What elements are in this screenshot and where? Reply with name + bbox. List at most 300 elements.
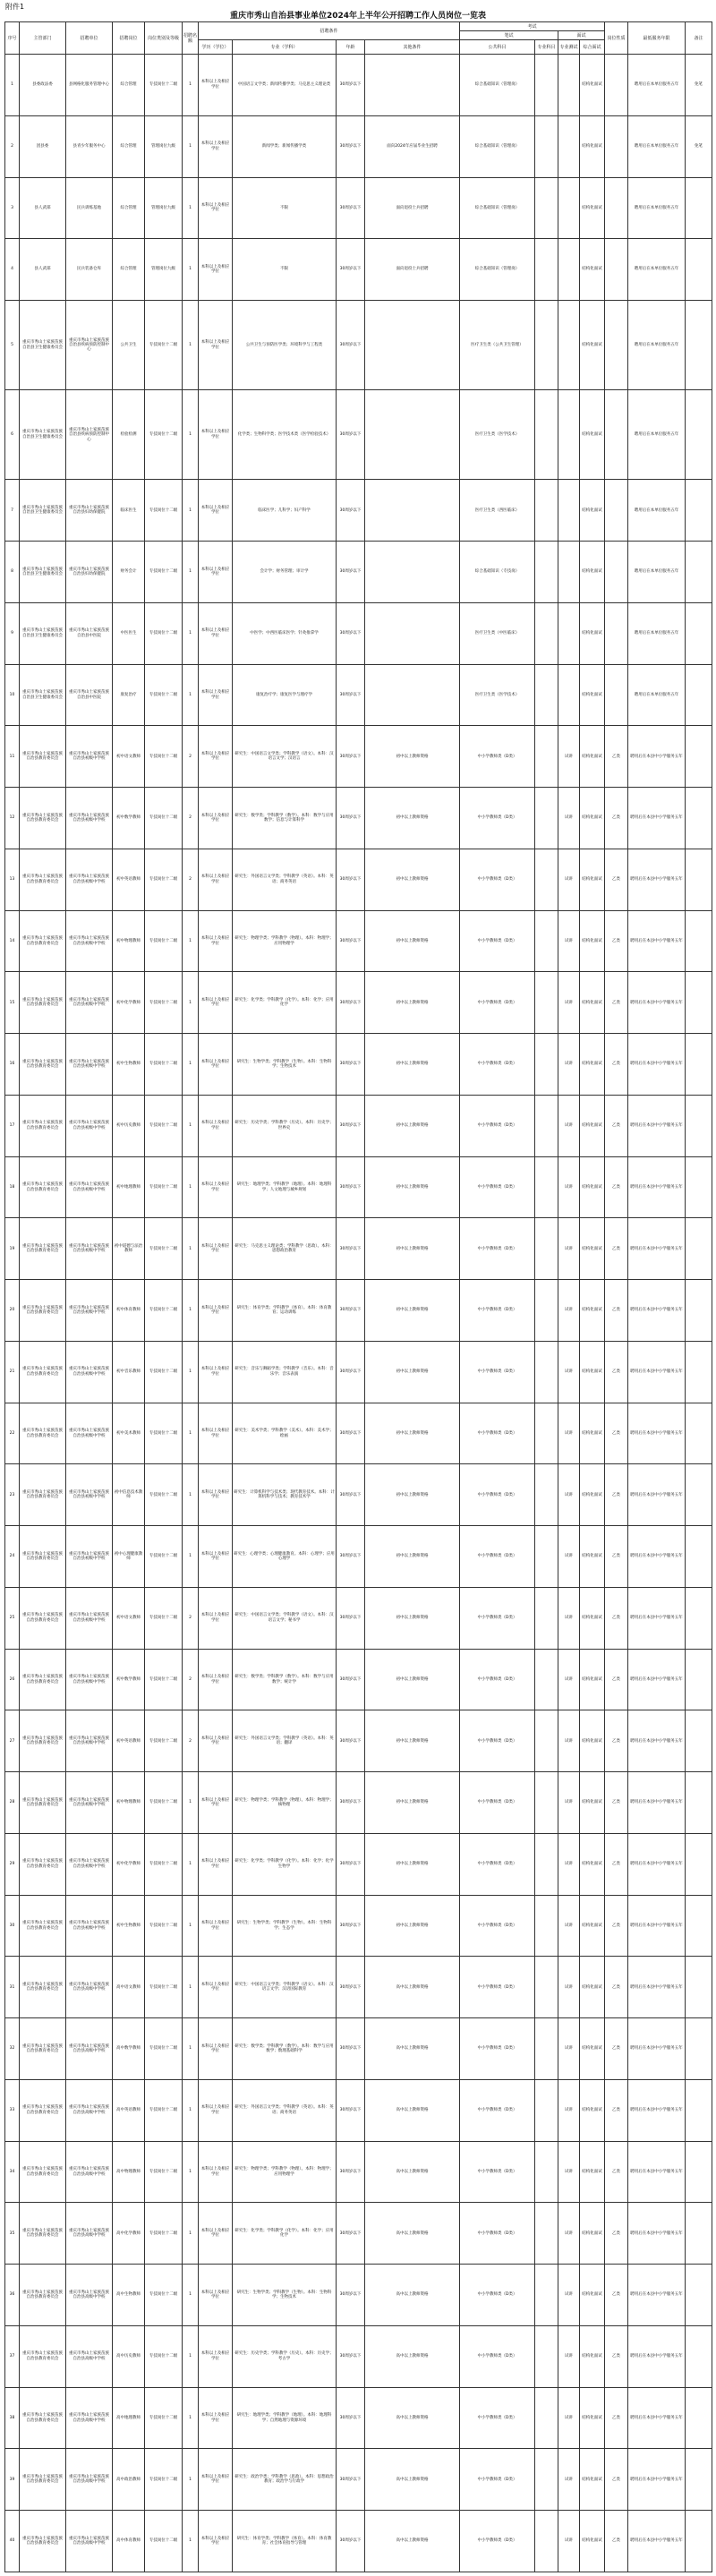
cell-post: 初中心理健康教师	[113, 1526, 145, 1588]
cell-service: 聘用后在本单位服务五年	[628, 177, 686, 239]
cell-unit: 重庆市秀山土家族苗族自治县初级中学校	[66, 1034, 113, 1096]
cell-pro: 试讲	[558, 2018, 580, 2080]
cell-unit: 重庆市秀山土家族苗族自治县初级中学校	[66, 1464, 113, 1526]
cell-dept: 重庆市秀山土家族苗族自治县教育委员会	[20, 1280, 66, 1342]
cell-dept: 重庆市秀山土家族苗族自治县教育委员会	[20, 1464, 66, 1526]
cell-written: 中小学教师类（D类）	[460, 849, 535, 910]
cell-unit: 县网格化服务管理中心	[66, 55, 113, 116]
cell-major: 研究生：心理学类；心理健康教育。本科：心理学；应用心理学	[233, 1526, 337, 1588]
cell-seq: 34	[5, 2141, 20, 2203]
cell-degree: 本科以上及相应学位	[199, 788, 233, 849]
cell-dept: 重庆市秀山土家族苗族自治县教育委员会	[20, 2265, 66, 2326]
cell-unit: 重庆市秀山土家族苗族自治县高级中学校	[66, 2265, 113, 2326]
cell-degree: 本科以上及相应学位	[199, 1403, 233, 1464]
cell-note	[686, 602, 712, 664]
cell-seq: 26	[5, 1649, 20, 1710]
cell-num: 1	[183, 390, 199, 480]
cell-num: 1	[183, 1464, 199, 1526]
cell-majortest	[535, 1218, 558, 1280]
cell-age: 30周岁以下	[337, 2018, 365, 2080]
cell-majortest	[535, 177, 558, 239]
cell-post: 初中地理教师	[113, 1156, 145, 1218]
header-age: 年龄	[337, 40, 365, 55]
header-exam-group: 考试	[460, 22, 605, 31]
cell-note	[686, 1772, 712, 1834]
cell-pro	[558, 542, 580, 603]
cell-interview: 结构化面试	[580, 1895, 605, 1957]
cell-pro: 试讲	[558, 1156, 580, 1218]
cell-other: 初中以上教师资格	[365, 1156, 460, 1218]
table-row	[5, 2511, 712, 2572]
cell-nature: 乙类	[605, 1095, 628, 1156]
cell-note	[686, 972, 712, 1034]
cell-written: 中小学教师类（D类）	[460, 1218, 535, 1280]
cell-seq: 10	[5, 664, 20, 726]
cell-num: 1	[183, 2141, 199, 2203]
cell-other: 初中以上教师资格	[365, 1095, 460, 1156]
cell-unit: 重庆市秀山土家族苗族自治县初级中学校	[66, 972, 113, 1034]
cell-pro: 试讲	[558, 2325, 580, 2387]
cell-written: 中小学教师类（D类）	[460, 1957, 535, 2018]
cell-num: 2	[183, 1649, 199, 1710]
cell-dept: 重庆市秀山土家族苗族自治县卫生健康委员会	[20, 602, 66, 664]
cell-note	[686, 2265, 712, 2326]
cell-major: 研究生：历史学类；学科教学（历史）。本科：历史学；世界史	[233, 1095, 337, 1156]
table-row	[5, 1526, 712, 1588]
cell-seq: 40	[5, 2511, 20, 2572]
cell-post: 初中英语教师	[113, 1710, 145, 1772]
cell-interview: 结构化面试	[580, 177, 605, 239]
cell-written: 中小学教师类（D类）	[460, 2511, 535, 2572]
cell-post: 初中语文教师	[113, 1587, 145, 1649]
cell-seq: 1	[5, 55, 20, 116]
cell-pro: 试讲	[558, 2079, 580, 2141]
cell-interview: 结构化面试	[580, 115, 605, 177]
cell-seq: 39	[5, 2449, 20, 2511]
cell-majortest	[535, 2387, 558, 2449]
table-row	[5, 1095, 712, 1156]
cell-dept: 重庆市秀山土家族苗族自治县教育委员会	[20, 1649, 66, 1710]
cell-note	[686, 1341, 712, 1403]
cell-seq: 30	[5, 1895, 20, 1957]
cell-nature: 乙类	[605, 2387, 628, 2449]
cell-note	[686, 849, 712, 910]
cell-post: 临床医生	[113, 480, 145, 542]
cell-interview: 结构化面试	[580, 55, 605, 116]
cell-dept: 重庆市秀山土家族苗族自治县教育委员会	[20, 1587, 66, 1649]
header-num: 招聘名额	[183, 22, 199, 55]
cell-type: 专技岗位十二级	[145, 2141, 183, 2203]
cell-major: 研究生：物理学类；学科教学（物理）。本科：物理学；应用物理学	[233, 2141, 337, 2203]
cell-interview: 结构化面试	[580, 2449, 605, 2511]
cell-written: 中小学教师类（D类）	[460, 1464, 535, 1526]
cell-note	[686, 2387, 712, 2449]
cell-dept: 重庆市秀山土家族苗族自治县教育委员会	[20, 788, 66, 849]
cell-age: 30周岁以下	[337, 910, 365, 972]
cell-degree: 本科以上及相应学位	[199, 1095, 233, 1156]
cell-unit: 重庆市秀山土家族苗族自治县初级中学校	[66, 849, 113, 910]
cell-dept: 重庆市秀山土家族苗族自治县教育委员会	[20, 1957, 66, 2018]
table-row	[5, 726, 712, 788]
cell-dept: 重庆市秀山土家族苗族自治县教育委员会	[20, 1772, 66, 1834]
cell-majortest	[535, 1095, 558, 1156]
cell-unit: 重庆市秀山土家族苗族自治县中医院	[66, 602, 113, 664]
cell-note	[686, 2203, 712, 2265]
cell-num: 1	[183, 239, 199, 301]
header-major-test: 专业科目	[535, 40, 558, 55]
table-header	[5, 22, 712, 55]
cell-interview: 结构化面试	[580, 849, 605, 910]
cell-written: 中小学教师类（D类）	[460, 2265, 535, 2326]
cell-unit: 重庆市秀山土家族苗族自治县初级中学校	[66, 910, 113, 972]
table-row	[5, 2265, 712, 2326]
header-written-group: 笔试	[460, 31, 558, 40]
header-post-nature: 岗位性质	[605, 22, 628, 55]
cell-major: 化学类；生物科学类；医学技术类（医学检验技术）	[233, 390, 337, 480]
cell-num: 1	[183, 1218, 199, 1280]
cell-written: 中小学教师类（D类）	[460, 2325, 535, 2387]
cell-nature	[605, 480, 628, 542]
cell-unit: 重庆市秀山土家族苗族自治县妇幼保健院	[66, 542, 113, 603]
table-row	[5, 1957, 712, 2018]
table-row	[5, 1833, 712, 1895]
cell-type: 专技岗位十二级	[145, 2265, 183, 2326]
cell-age: 30周岁以下	[337, 1095, 365, 1156]
cell-major: 中国语言文学类；新闻传播学类；马克思主义理论类	[233, 55, 337, 116]
cell-unit: 重庆市秀山土家族苗族自治县初级中学校	[66, 1280, 113, 1342]
cell-seq: 33	[5, 2079, 20, 2141]
cell-post: 高中历史教师	[113, 2325, 145, 2387]
table-row	[5, 1156, 712, 1218]
cell-age: 30周岁以下	[337, 1280, 365, 1342]
cell-unit: 重庆市秀山土家族苗族自治县高级中学校	[66, 2079, 113, 2141]
table-row	[5, 2018, 712, 2080]
cell-dept: 重庆市秀山土家族苗族自治县卫生健康委员会	[20, 301, 66, 390]
cell-num: 1	[183, 177, 199, 239]
cell-other: 初中以上教师资格	[365, 972, 460, 1034]
cell-nature	[605, 390, 628, 480]
cell-written: 中小学教师类（D类）	[460, 2387, 535, 2449]
cell-dept: 重庆市秀山土家族苗族自治县教育委员会	[20, 1526, 66, 1588]
cell-age: 30周岁以下	[337, 1464, 365, 1526]
cell-service: 聘用后在本县中小学服务五年	[628, 788, 686, 849]
cell-nature: 乙类	[605, 788, 628, 849]
cell-post: 初中生物教师	[113, 1034, 145, 1096]
cell-major: 研究生：外国语言文学类；学科教学（英语）。本科：英语；商务英语	[233, 2079, 337, 2141]
cell-num: 1	[183, 1095, 199, 1156]
cell-interview: 结构化面试	[580, 1587, 605, 1649]
cell-other: 初中以上教师资格	[365, 1526, 460, 1588]
cell-pro: 试讲	[558, 726, 580, 788]
cell-seq: 31	[5, 1957, 20, 2018]
cell-degree: 本科以上及相应学位	[199, 1464, 233, 1526]
cell-pro: 试讲	[558, 1403, 580, 1464]
cell-service: 聘用后在本县中小学服务五年	[628, 1280, 686, 1342]
cell-major: 研究生：地理学类；学科教学（地理）。本科：地理科学；人文地理与城乡规划	[233, 1156, 337, 1218]
cell-nature: 乙类	[605, 1218, 628, 1280]
cell-written: 中小学教师类（D类）	[460, 2141, 535, 2203]
cell-service: 聘用后在本县中小学服务五年	[628, 2325, 686, 2387]
cell-major: 研究生：外国语言文学类；学科教学（英语）。本科：英语；翻译	[233, 1710, 337, 1772]
cell-unit: 重庆市秀山土家族苗族自治县高级中学校	[66, 2449, 113, 2511]
cell-degree: 本科以上及相应学位	[199, 1218, 233, 1280]
cell-unit: 重庆市秀山土家族苗族自治县妇幼保健院	[66, 480, 113, 542]
cell-other: 面向2024年应届毕业生招聘	[365, 115, 460, 177]
cell-service: 聘用后在本县中小学服务五年	[628, 2265, 686, 2326]
header-written-subject: 公共科目	[460, 40, 535, 55]
cell-major: 研究生：美术学类；学科教学（美术）。本科：美术学；绘画	[233, 1403, 337, 1464]
cell-majortest	[535, 1957, 558, 2018]
cell-service: 聘用后在本单位服务五年	[628, 664, 686, 726]
cell-interview: 结构化面试	[580, 910, 605, 972]
table-row	[5, 1341, 712, 1403]
table-row	[5, 1649, 712, 1710]
cell-post: 初中体育教师	[113, 1280, 145, 1342]
cell-written: 中小学教师类（D类）	[460, 1833, 535, 1895]
cell-pro: 试讲	[558, 1095, 580, 1156]
cell-note	[686, 1156, 712, 1218]
cell-age: 30周岁以下	[337, 2265, 365, 2326]
cell-degree: 本科以上及相应学位	[199, 55, 233, 116]
cell-written: 医疗卫生类（公共卫生管理）	[460, 301, 535, 390]
cell-pro: 试讲	[558, 1895, 580, 1957]
cell-post: 综合管理	[113, 239, 145, 301]
cell-post: 康复治疗	[113, 664, 145, 726]
cell-age: 30周岁以下	[337, 1833, 365, 1895]
cell-post: 初中音乐教师	[113, 1341, 145, 1403]
cell-interview: 结构化面试	[580, 1526, 605, 1588]
cell-service: 聘用后在本县中小学服务五年	[628, 849, 686, 910]
cell-type: 专技岗位十二级	[145, 2387, 183, 2449]
cell-age: 30周岁以下	[337, 1034, 365, 1096]
cell-seq: 20	[5, 1280, 20, 1342]
cell-service: 聘用后在本县中小学服务五年	[628, 2511, 686, 2572]
cell-nature	[605, 664, 628, 726]
table-row	[5, 1034, 712, 1096]
cell-post: 高中语文教师	[113, 1957, 145, 2018]
table-row	[5, 910, 712, 972]
cell-dept: 县人武部	[20, 239, 66, 301]
cell-age: 30周岁以下	[337, 177, 365, 239]
cell-majortest	[535, 2449, 558, 2511]
cell-type: 专技岗位十二级	[145, 1156, 183, 1218]
cell-post: 综合管理	[113, 177, 145, 239]
cell-majortest	[535, 2079, 558, 2141]
cell-interview: 结构化面试	[580, 2141, 605, 2203]
cell-seq: 4	[5, 239, 20, 301]
cell-nature: 乙类	[605, 1526, 628, 1588]
cell-written: 中小学教师类（D类）	[460, 910, 535, 972]
table-row	[5, 1280, 712, 1342]
cell-other: 高中以上教师资格	[365, 2449, 460, 2511]
cell-unit: 重庆市秀山土家族苗族自治县高级中学校	[66, 2203, 113, 2265]
cell-major: 研究生：音乐与舞蹈学类；学科教学（音乐）。本科：音乐学；音乐表演	[233, 1341, 337, 1403]
cell-other: 初中以上教师资格	[365, 1341, 460, 1403]
cell-age: 30周岁以下	[337, 1218, 365, 1280]
header-post: 招聘岗位	[113, 22, 145, 55]
cell-interview: 结构化面试	[580, 1034, 605, 1096]
cell-majortest	[535, 664, 558, 726]
cell-major: 研究生：体育学类；学科教学（体育）。本科：体育教育；运动训练	[233, 1280, 337, 1342]
cell-note	[686, 1895, 712, 1957]
cell-majortest	[535, 390, 558, 480]
cell-num: 2	[183, 849, 199, 910]
cell-interview: 结构化面试	[580, 2018, 605, 2080]
cell-type: 专技岗位十二级	[145, 1403, 183, 1464]
cell-degree: 本科以上及相应学位	[199, 115, 233, 177]
cell-post: 高中体育教师	[113, 2511, 145, 2572]
cell-nature	[605, 602, 628, 664]
cell-unit: 重庆市秀山土家族苗族自治县初级中学校	[66, 1587, 113, 1649]
cell-nature: 乙类	[605, 1833, 628, 1895]
cell-degree: 本科以上及相应学位	[199, 390, 233, 480]
cell-nature: 乙类	[605, 1403, 628, 1464]
table-row	[5, 2449, 712, 2511]
cell-major: 研究生：外国语言文学类；学科教学（英语）。本科：英语；商务英语	[233, 849, 337, 910]
cell-degree: 本科以上及相应学位	[199, 849, 233, 910]
cell-written: 综合基础知识（管理岗）	[460, 177, 535, 239]
cell-service: 聘用后在本单位服务五年	[628, 301, 686, 390]
cell-majortest	[535, 2265, 558, 2326]
cell-interview: 结构化面试	[580, 301, 605, 390]
cell-dept: 重庆市秀山土家族苗族自治县教育委员会	[20, 726, 66, 788]
header-degree: 学历（学位）	[199, 40, 233, 55]
cell-num: 1	[183, 2387, 199, 2449]
cell-num: 1	[183, 542, 199, 603]
header-post-type: 岗位类别及等级	[145, 22, 183, 55]
cell-degree: 本科以上及相应学位	[199, 1833, 233, 1895]
cell-note	[686, 2141, 712, 2203]
cell-seq: 6	[5, 390, 20, 480]
cell-pro: 试讲	[558, 1280, 580, 1342]
cell-type: 专技岗位十二级	[145, 1034, 183, 1096]
cell-majortest	[535, 55, 558, 116]
cell-note	[686, 177, 712, 239]
cell-majortest	[535, 1649, 558, 1710]
cell-service: 聘用后在本县中小学服务五年	[628, 2079, 686, 2141]
cell-major: 研究生：生物学类；学科教学（生物）。本科：生物科学；生物技术	[233, 1034, 337, 1096]
cell-degree: 本科以上及相应学位	[199, 1341, 233, 1403]
cell-nature: 乙类	[605, 972, 628, 1034]
cell-written: 中小学教师类（D类）	[460, 1034, 535, 1096]
cell-service: 聘用后在本单位服务五年	[628, 239, 686, 301]
cell-type: 专技岗位十二级	[145, 1218, 183, 1280]
cell-num: 1	[183, 1280, 199, 1342]
cell-service: 聘用后在本单位服务五年	[628, 390, 686, 480]
cell-age: 30周岁以下	[337, 239, 365, 301]
cell-post: 综合管理	[113, 55, 145, 116]
cell-seq: 5	[5, 301, 20, 390]
cell-dept: 重庆市秀山土家族苗族自治县卫生健康委员会	[20, 480, 66, 542]
cell-degree: 本科以上及相应学位	[199, 1280, 233, 1342]
cell-age: 30周岁以下	[337, 55, 365, 116]
cell-service: 聘用后在本县中小学服务五年	[628, 726, 686, 788]
cell-service: 聘用后在本县中小学服务五年	[628, 1156, 686, 1218]
table-row	[5, 664, 712, 726]
table-row	[5, 2387, 712, 2449]
cell-age: 30周岁以下	[337, 2511, 365, 2572]
cell-majortest	[535, 1280, 558, 1342]
cell-major: 研究生：物理学类；学科教学（物理）。本科：物理学；应用物理学	[233, 910, 337, 972]
header-seq: 序号	[5, 22, 20, 55]
cell-degree: 本科以上及相应学位	[199, 664, 233, 726]
header-dept: 主管部门	[20, 22, 66, 55]
cell-num: 1	[183, 1895, 199, 1957]
cell-note	[686, 788, 712, 849]
cell-unit: 重庆市秀山土家族苗族自治县高级中学校	[66, 2018, 113, 2080]
cell-type: 专技岗位十二级	[145, 1957, 183, 2018]
cell-dept: 重庆市秀山土家族苗族自治县教育委员会	[20, 849, 66, 910]
cell-service: 聘用后在本单位服务五年	[628, 55, 686, 116]
cell-pro: 试讲	[558, 1341, 580, 1403]
cell-seq: 9	[5, 602, 20, 664]
cell-majortest	[535, 849, 558, 910]
cell-pro: 试讲	[558, 972, 580, 1034]
cell-interview: 结构化面试	[580, 726, 605, 788]
cell-pro: 试讲	[558, 1710, 580, 1772]
cell-post: 初中语文教师	[113, 726, 145, 788]
cell-type: 专技岗位十二级	[145, 910, 183, 972]
cell-interview: 结构化面试	[580, 2325, 605, 2387]
cell-interview: 结构化面试	[580, 1280, 605, 1342]
table-row	[5, 972, 712, 1034]
cell-written: 综合基础知识（管理岗）	[460, 55, 535, 116]
cell-service: 聘用后在本县中小学服务五年	[628, 1095, 686, 1156]
cell-num: 1	[183, 664, 199, 726]
cell-num: 1	[183, 1034, 199, 1096]
cell-note	[686, 1833, 712, 1895]
cell-pro	[558, 664, 580, 726]
cell-nature	[605, 542, 628, 603]
cell-pro: 试讲	[558, 1034, 580, 1096]
cell-age: 30周岁以下	[337, 849, 365, 910]
cell-service: 聘用后在本县中小学服务五年	[628, 1526, 686, 1588]
cell-major: 不限	[233, 177, 337, 239]
cell-other: 初中以上教师资格	[365, 1218, 460, 1280]
cell-seq: 18	[5, 1156, 20, 1218]
cell-written: 中小学教师类（D类）	[460, 1403, 535, 1464]
cell-num: 1	[183, 1156, 199, 1218]
cell-num: 1	[183, 2325, 199, 2387]
cell-pro	[558, 177, 580, 239]
cell-dept: 重庆市秀山土家族苗族自治县教育委员会	[20, 2079, 66, 2141]
cell-dept: 重庆市秀山土家族苗族自治县教育委员会	[20, 1034, 66, 1096]
cell-age: 30周岁以下	[337, 2449, 365, 2511]
table-row	[5, 542, 712, 603]
cell-dept: 重庆市秀山土家族苗族自治县卫生健康委员会	[20, 542, 66, 603]
cell-other: 高中以上教师资格	[365, 2203, 460, 2265]
cell-nature: 乙类	[605, 1772, 628, 1834]
cell-service: 聘用后在本县中小学服务五年	[628, 1649, 686, 1710]
cell-seq: 21	[5, 1341, 20, 1403]
cell-type: 专技岗位十二级	[145, 2203, 183, 2265]
cell-type: 专技岗位十二级	[145, 390, 183, 480]
cell-num: 1	[183, 2079, 199, 2141]
cell-degree: 本科以上及相应学位	[199, 2141, 233, 2203]
header-service: 最低服务年限	[628, 22, 686, 55]
cell-type: 专技岗位十二级	[145, 1095, 183, 1156]
cell-post: 高中英语教师	[113, 2079, 145, 2141]
cell-num: 1	[183, 2018, 199, 2080]
cell-major: 不限	[233, 239, 337, 301]
cell-degree: 本科以上及相应学位	[199, 1957, 233, 2018]
cell-dept: 重庆市秀山土家族苗族自治县教育委员会	[20, 1833, 66, 1895]
cell-unit: 重庆市秀山土家族苗族自治县初级中学校	[66, 1649, 113, 1710]
cell-service: 聘用后在本县中小学服务五年	[628, 1957, 686, 2018]
cell-seq: 35	[5, 2203, 20, 2265]
cell-post: 高中地理教师	[113, 2387, 145, 2449]
cell-type: 专技岗位十二级	[145, 1587, 183, 1649]
